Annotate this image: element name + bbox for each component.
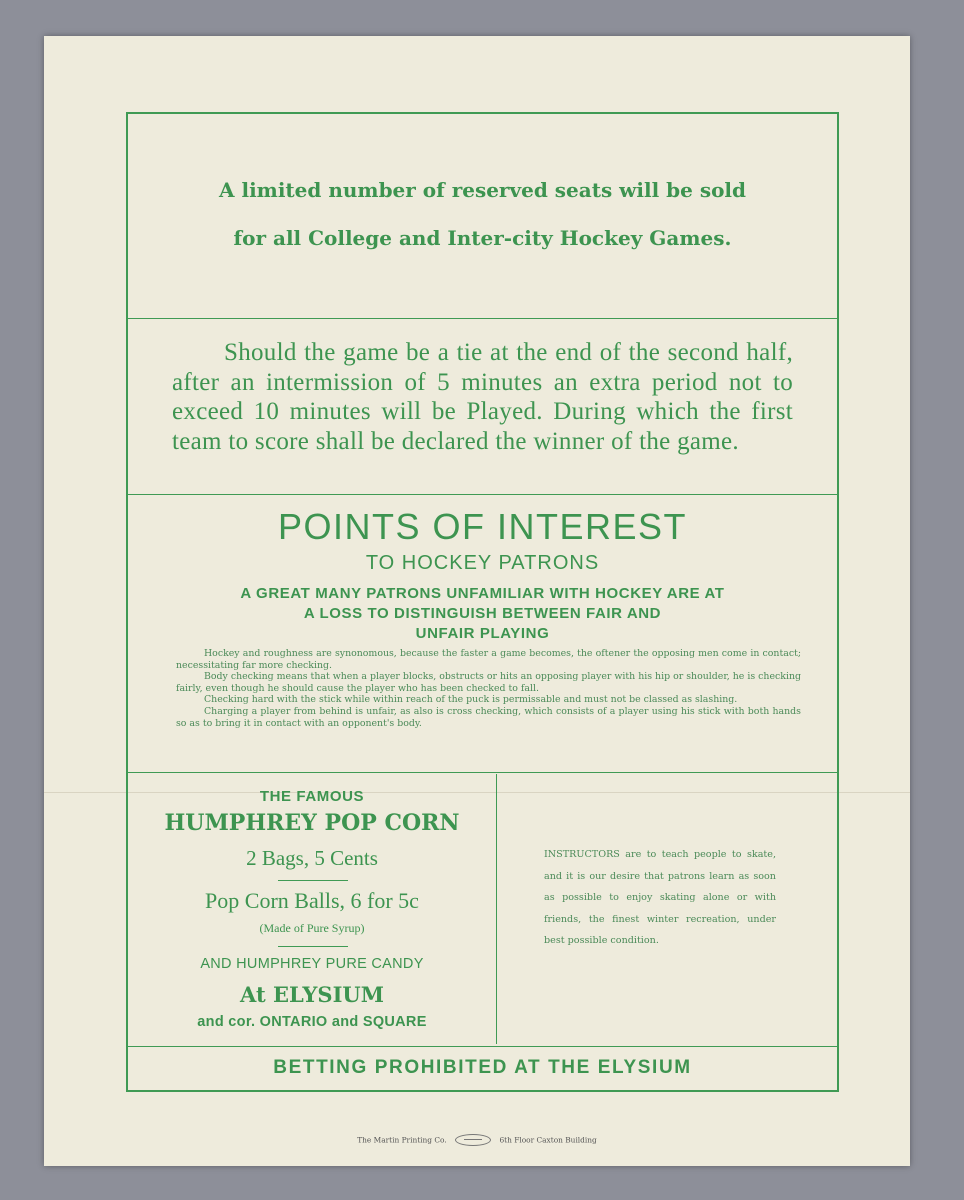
rule-paragraph: Hockey and roughness are synonomous, because the faster a game becomes, the oftener the opposing men come in contact; necessitating far more checking. — [176, 648, 801, 671]
ad-popcorn-balls: Pop Corn Balls, 6 for 5c — [205, 888, 419, 913]
handbill-frame — [126, 112, 839, 1092]
points-title: POINTS OF INTEREST — [277, 506, 688, 547]
ad-famous: THE FAMOUS — [259, 788, 365, 805]
tie-rule-section — [128, 320, 837, 494]
union-label-icon — [455, 1134, 491, 1146]
instructors-note: INSTRUCTORS are to teach people to skate, and it is our desire that patrons learn as soon as possible to enjoy skating alone or with friends, the finest winter recreation, under best possible condition. — [544, 849, 776, 946]
betting-footer — [128, 1048, 837, 1088]
paper-sheet — [44, 36, 910, 1166]
points-of-interest-section — [128, 496, 837, 772]
ad-brand: HUMPHREY POP CORN — [164, 810, 460, 836]
bottom-panels — [128, 774, 837, 1046]
ad-candy: AND HUMPHREY PURE CANDY — [200, 956, 424, 972]
panel-divider — [496, 774, 497, 1044]
notice-line-1: A limited number of reserved seats will be sold — [218, 178, 746, 202]
ad-syrup-note: (Made of Pure Syrup) — [259, 921, 365, 935]
printer-name: The Martin Printing Co. — [357, 1135, 447, 1145]
rule-paragraph: Charging a player from behind is unfair, as also is cross checking, which consists of a player using his stick with both hands so as to bring it in contact with an opponent's body. — [176, 705, 801, 729]
notice-line-2: for all College and Inter-city Hockey Games. — [233, 226, 732, 250]
ad-location: At ELYSIUM — [240, 982, 384, 1007]
caps-line: UNFAIR PLAYING — [415, 625, 550, 642]
divider — [128, 318, 837, 319]
points-body — [176, 648, 801, 729]
caps-line: A LOSS TO DISTINGUISH BETWEEN FAIR AND — [303, 605, 662, 622]
betting-notice: BETTING PROHIBITED AT THE ELYSIUM — [273, 1057, 692, 1078]
caps-line: A GREAT MANY PATRONS UNFAMILIAR WITH HOCKEY ARE AT — [240, 585, 725, 602]
tie-rule-text: Should the game be a tie at the end of the second half, after an intermission of 5 minutes an extra period not to exceed 10 minutes will be Played. During which the first team to score shall be declared the winner of the game. — [172, 339, 793, 455]
ad-price: 2 Bags, 5 Cents — [246, 846, 378, 870]
divider — [128, 772, 837, 773]
ad-separator — [278, 946, 348, 947]
rule-paragraph: Checking hard with the stick while within reach of the puck is permissable and must not be classed as slashing. — [204, 694, 738, 706]
points-subtitle: TO HOCKEY PATRONS — [365, 552, 600, 574]
reserved-seats-notice — [128, 114, 837, 318]
rule-paragraph: Body checking means that when a player blocks, obstructs or hits an opposing player with his hip or shoulder, he is checking fairly, even though he should cause the player who has been checked to fall. — [176, 671, 801, 694]
printer-imprint — [44, 1134, 910, 1146]
points-caps-heading — [158, 584, 807, 644]
divider — [128, 494, 837, 495]
divider — [128, 1046, 837, 1047]
printer-address: 6th Floor Caxton Building — [499, 1135, 597, 1145]
ad-separator — [278, 880, 348, 881]
ad-corner: and cor. ONTARIO and SQUARE — [197, 1014, 427, 1030]
popcorn-advertisement — [128, 774, 496, 1044]
